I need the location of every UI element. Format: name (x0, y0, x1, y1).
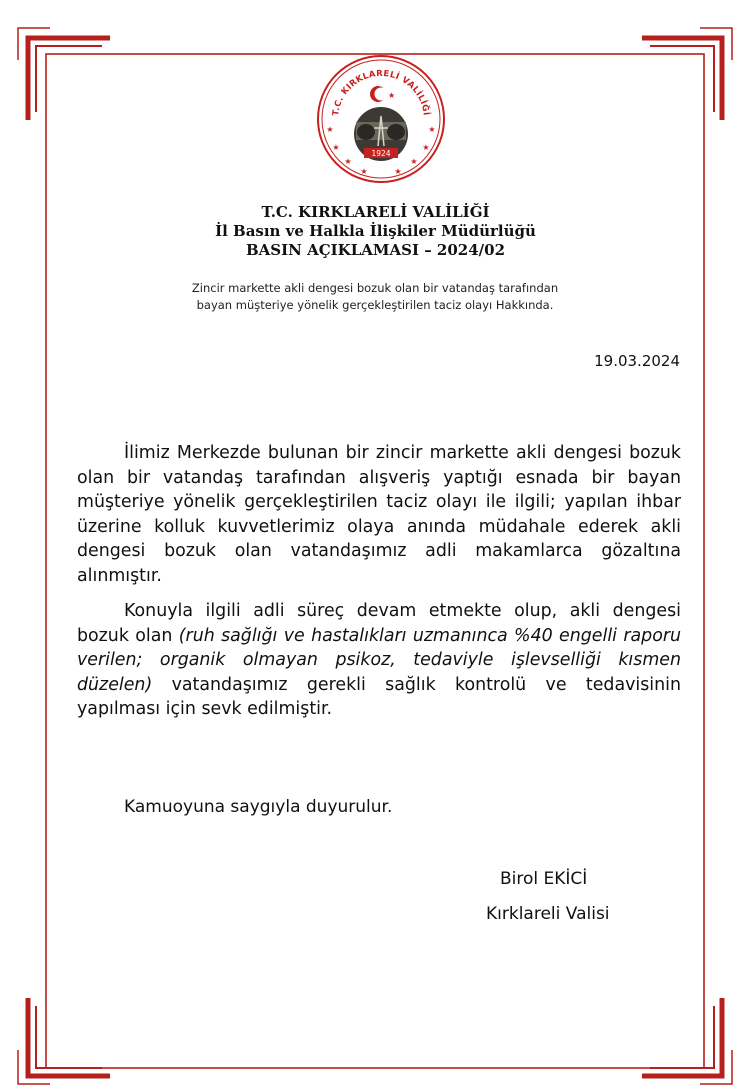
signatory-name: Birol EKİCİ (500, 869, 588, 889)
signatory-title: Kırklareli Valisi (486, 904, 610, 924)
svg-text:★: ★ (332, 143, 340, 152)
svg-text:★: ★ (344, 157, 352, 166)
paragraph-2-end: vatandaşımız gerekli sağlık kontrolü ve tedavisinin yapılması için sevk edilmiştir. (77, 674, 681, 719)
header-directorate: İl Basın ve Halkla İlişkiler Müdürlüğü (215, 222, 536, 240)
subject-line-1: Zincir markette akli dengesi bozuk olan bir vatandaş tarafından (191, 281, 559, 295)
paragraph-2-start: Konuyla ilgili adli süreç devam etmekte olup, akli dengesi bozuk olan (77, 601, 681, 646)
header-governorship: T.C. KIRKLARELİ VALİLİĞİ (261, 203, 490, 221)
svg-text:★: ★ (428, 125, 436, 134)
svg-text:★: ★ (326, 125, 334, 134)
seal-year: 1924 (371, 149, 391, 158)
document-date: 19.03.2024 (594, 352, 680, 370)
governorship-seal-logo (316, 54, 446, 184)
body-paragraph-1: İlimiz Merkezde bulunan bir zincir markette akli dengesi bozuk olan bir vatandaş tarafından alışveriş yaptığı esnada bir bayan müşteriye yönelik gerçekleştirilen taciz olayı ile ilgili; yapılan ihbar üzerine kolluk kuvvetlerimiz olaya anında müdahale ederek akli dengesi bozuk olan vatandaşımız adli makamlarca gözaltına alınmıştır. (77, 443, 681, 586)
header-press-release-number: BASIN AÇIKLAMASI – 2024/02 (245, 241, 506, 259)
closing-statement: Kamuoyuna saygıyla duyurulur. (124, 797, 393, 817)
svg-text:★: ★ (410, 157, 418, 166)
paragraph-2-italic-note: (ruh sağlığı ve hastalıkları uzmanınca %40 engelli raporu verilen; organik olmayan psikoz, tedaviyle işlevselliği kısmen düzelen) (77, 625, 682, 695)
svg-text:★: ★ (422, 143, 430, 152)
svg-text:★: ★ (360, 167, 368, 176)
seal-ring-text: T.C. KIRKLARELİ VALİLİĞİ (331, 68, 431, 117)
body-paragraph-2 (77, 599, 681, 722)
svg-text:★: ★ (388, 91, 396, 100)
subject-line-2: bayan müşteriye yönelik gerçekleştirilen taciz olayı Hakkında. (196, 298, 554, 312)
svg-text:★: ★ (394, 167, 402, 176)
